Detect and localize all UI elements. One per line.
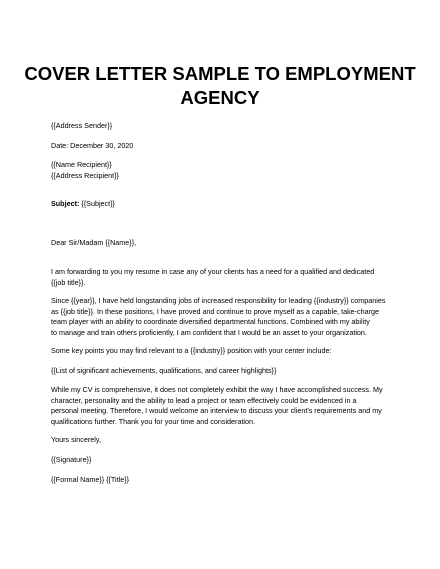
letter-date: Date: December 30, 2020 xyxy=(51,141,134,150)
paragraph-5-line: personal meeting. Therefore, I would welcome an interview to discuss your client's requirements and my xyxy=(51,406,382,415)
letter-title xyxy=(0,62,440,110)
address-sender: {{Address Sender}} xyxy=(51,121,113,130)
formal-name: {{Formal Name}} {{Title}} xyxy=(51,475,130,484)
paragraph-5-line: While my CV is comprehensive, it does not completely exhibit the way I have accomplished success. My xyxy=(51,385,383,394)
subject-value: {{Subject}} xyxy=(79,199,115,208)
salutation: Dear Sir/Madam {{Name}}, xyxy=(51,238,137,247)
recipient-address: {{Address Recipient}} xyxy=(51,170,119,180)
title-line-2: AGENCY xyxy=(180,87,260,108)
achievements-placeholder: {{List of significant achievements, qualifications, and career highlights}} xyxy=(51,366,277,375)
paragraph-1 xyxy=(51,267,396,288)
paragraph-2-line: Since {{year}}, I have held longstanding jobs of increased responsibility for leading {{industry}} companies xyxy=(51,296,386,305)
paragraph-2-line: as {{job title}}. In these positions, I have proved and continue to prove myself as a capable, take-charge xyxy=(51,306,380,316)
paragraph-2-line: to manage and train others proficiently, I am confident that I would be an asset to your organization. xyxy=(51,327,367,337)
subject-label: Subject: xyxy=(51,199,80,208)
title-line-1: COVER LETTER SAMPLE TO EMPLOYMENT xyxy=(24,63,416,84)
closing: Yours sincerely, xyxy=(51,435,101,444)
paragraph-5-line: qualifications further. Thank you for your time and consideration. xyxy=(51,416,256,426)
paragraph-5-line: character, personality and the ability to lead a project or team effectively could be evidenced in a xyxy=(51,395,357,405)
paragraph-5 xyxy=(51,385,396,427)
subject-line xyxy=(51,199,396,210)
recipient-name: {{Name Recipient}} xyxy=(51,160,112,169)
paragraph-1-line: {{job title}}. xyxy=(51,277,86,287)
signature-placeholder: {{Signature}} xyxy=(51,455,92,464)
paragraph-3: Some key points you may find relevant to a {{industry}} position with your center include: xyxy=(51,346,332,355)
paragraph-2 xyxy=(51,296,396,338)
recipient-block xyxy=(51,160,396,181)
paragraph-1-line: I am forwarding to you my resume in case any of your clients has a need for a qualified and dedicated xyxy=(51,267,375,276)
paragraph-2-line: team player with an ability to coordinate diversified departmental functions. Combined with my ability xyxy=(51,317,370,326)
